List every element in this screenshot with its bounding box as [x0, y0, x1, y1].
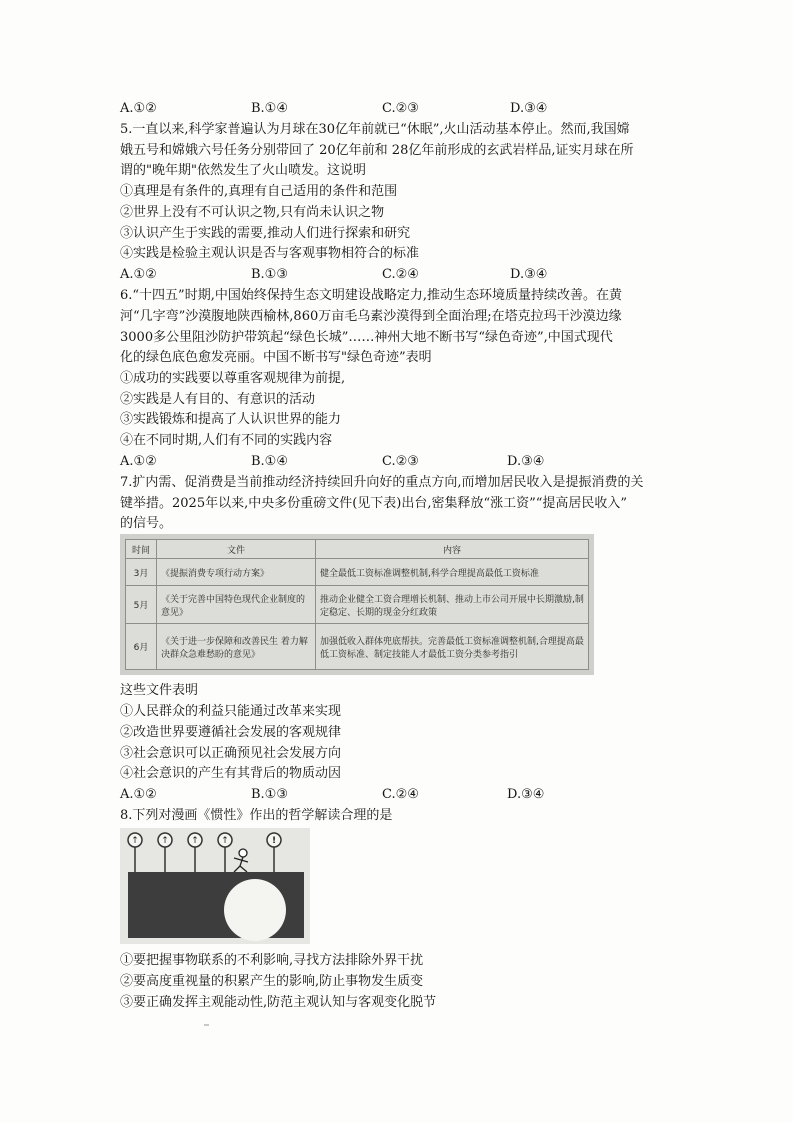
table-cell-content: 推动企业健全工资合理增长机制、推动上市公司开展中长期激励,制定稳定、长期的现金分红政策 — [316, 586, 589, 624]
q6-stem-line: 化的绿色底色愈发亮丽。中国不断书写"绿色奇迹”表明 — [120, 350, 432, 365]
q6-option-d[interactable]: D.③④ — [507, 454, 545, 469]
q6-option-b[interactable]: B.①④ — [251, 454, 288, 469]
table-row — [126, 586, 589, 624]
q7-statement: ②改造世界要遵循社会发展的客观规律 — [120, 725, 342, 740]
table-cell-document: 《关于完善中国特色现代企业制度的意见》 — [157, 586, 316, 624]
q6-option-a[interactable]: A.①② — [120, 454, 157, 469]
q6-stem-line: 3000多公里阻沙防护带筑起“绿色长城”……神州大地不断书写“绿色奇迹”,中国式现代 — [120, 330, 613, 345]
q6-statement: ④在不同时期,人们有不同的实践内容 — [120, 433, 333, 448]
q6-stem-line: 河“几字弯”沙漠腹地陕西榆林,860万亩毛乌素沙漠得到全面治理;在塔克拉玛干沙漠边缘 — [120, 309, 622, 324]
table-cell-content: 加强低收入群体兜底帮扶。完善最低工资标准调整机制,合理提高最低工资标准、制定技能人才最低工资分类参考指引 — [316, 624, 589, 670]
q4-option-a[interactable]: A.①② — [120, 101, 157, 116]
q8-statement: ②要高度重视量的积累产生的影响,防止事物发生质变 — [120, 974, 424, 989]
q5-option-a[interactable]: A.①② — [120, 267, 157, 282]
q7-stem-line: 键举措。2025年以来,中央多份重磅文件(见下表)出台,密集释放“涨工资”“提高居民收入” — [120, 496, 628, 511]
q4-options — [120, 99, 680, 119]
q6-statement: ②实践是人有目的、有意识的活动 — [120, 392, 316, 407]
table-header: 文件 — [157, 540, 316, 559]
sign-warning: ! — [271, 836, 277, 846]
table-header: 时间 — [126, 540, 157, 559]
q5-statement: ④实践是检验主观认识是否与客观事物相符合的标准 — [120, 246, 420, 261]
table-row — [126, 624, 589, 670]
table-cell-document: 《关于进一步保障和改善民生 着力解决群众急难愁盼的意见》 — [157, 624, 316, 670]
q5-stem-line: 谓的"晚年期"依然发生了火山喷发。这说明 — [120, 163, 366, 178]
table-cell-time: 3月 — [126, 559, 157, 586]
q5-options — [120, 265, 680, 285]
q7-stem-line: 7.扩内需、促消费是当前推动经济持续回升向好的重点方向,而增加居民收入是提振消费的关 — [120, 475, 644, 490]
q5-option-b[interactable]: B.①③ — [251, 267, 288, 282]
q5-stem-line: 5.一直以来,科学家普遍认为月球在30亿年前就已“休眠”,火山活动基本停止。然而,我国嫦 — [120, 122, 630, 137]
q5-option-c[interactable]: C.②④ — [382, 267, 419, 282]
sign-arrow: ↑ — [161, 836, 169, 846]
q6-statement: ①成功的实践要以尊重客观规律为前提, — [120, 371, 346, 386]
sign-arrow: ↑ — [221, 836, 229, 846]
table-header-row — [126, 540, 589, 559]
q5-option-d[interactable]: D.③④ — [510, 267, 548, 282]
q6-option-c[interactable]: C.②③ — [382, 454, 419, 469]
q7-statement: ④社会意识的产生有其背后的物质动因 — [120, 766, 342, 781]
q5-stem-line: 娥五号和嫦娥六号任务分别带回了 20亿年前和 28亿年前形成的玄武岩样品,证实月球在所 — [120, 143, 634, 158]
q4-option-d[interactable]: D.③④ — [510, 101, 548, 116]
q5-statement: ②世界上没有不可认识之物,只有尚未认识之物 — [120, 205, 385, 220]
q5-statement: ③认识产生于实践的需要,推动人们进行探索和研究 — [120, 226, 411, 241]
q8-statement: ①要把握事物联系的不利影响,寻找方法排除外界干扰 — [120, 953, 424, 968]
pit — [224, 879, 286, 941]
q6-options — [120, 452, 680, 472]
q8-stem-line: 8.下列对漫画《惯性》作出的哲学解读合理的是 — [120, 808, 393, 823]
q4-option-b[interactable]: B.①④ — [251, 101, 288, 116]
q4-option-c[interactable]: C.②③ — [382, 101, 419, 116]
q6-stem-line: 6.“十四五”时期,中国始终保持生态文明建设战略定力,推动生态环境质量持续改善。在黄 — [120, 288, 622, 303]
q6-statement: ③实践锻炼和提高了人认识世界的能力 — [120, 412, 342, 427]
q8-statement: ③要正确发挥主观能动性,防范主观认知与客观变化脱节 — [120, 995, 437, 1010]
q7-stem-line: 的信号。 — [120, 516, 173, 531]
sign-arrow: ↑ — [191, 836, 199, 846]
table-row — [126, 559, 589, 586]
table-cell-document: 《提振消费专项行动方案》 — [157, 559, 316, 586]
table-cell-time: 5月 — [126, 586, 157, 624]
sign-arrow: ↑ — [131, 836, 139, 846]
table-cell-content: 健全最低工资标准调整机制,科学合理提高最低工资标准 — [316, 559, 589, 586]
q7-option-a[interactable]: A.①② — [120, 787, 157, 802]
scan-mark — [204, 1024, 209, 1026]
q7-options — [120, 785, 680, 805]
q5-statement: ①真理是有条件的,真理有自己适用的条件和范围 — [120, 184, 398, 199]
policy-table-photo — [120, 534, 594, 675]
table-cell-time: 6月 — [126, 624, 157, 670]
inertia-cartoon — [120, 828, 310, 944]
policy-table — [125, 539, 589, 670]
q7-statement: ①人民群众的利益只能通过改革来实现 — [120, 704, 342, 719]
q7-option-d[interactable]: D.③④ — [507, 787, 545, 802]
q7-statement: ③社会意识可以正确预见社会发展方向 — [120, 746, 342, 761]
q7-option-c[interactable]: C.②④ — [382, 787, 419, 802]
q7-after-table: 这些文件表明 — [120, 683, 199, 698]
table-header: 内容 — [316, 540, 589, 559]
q7-option-b[interactable]: B.①③ — [251, 787, 288, 802]
